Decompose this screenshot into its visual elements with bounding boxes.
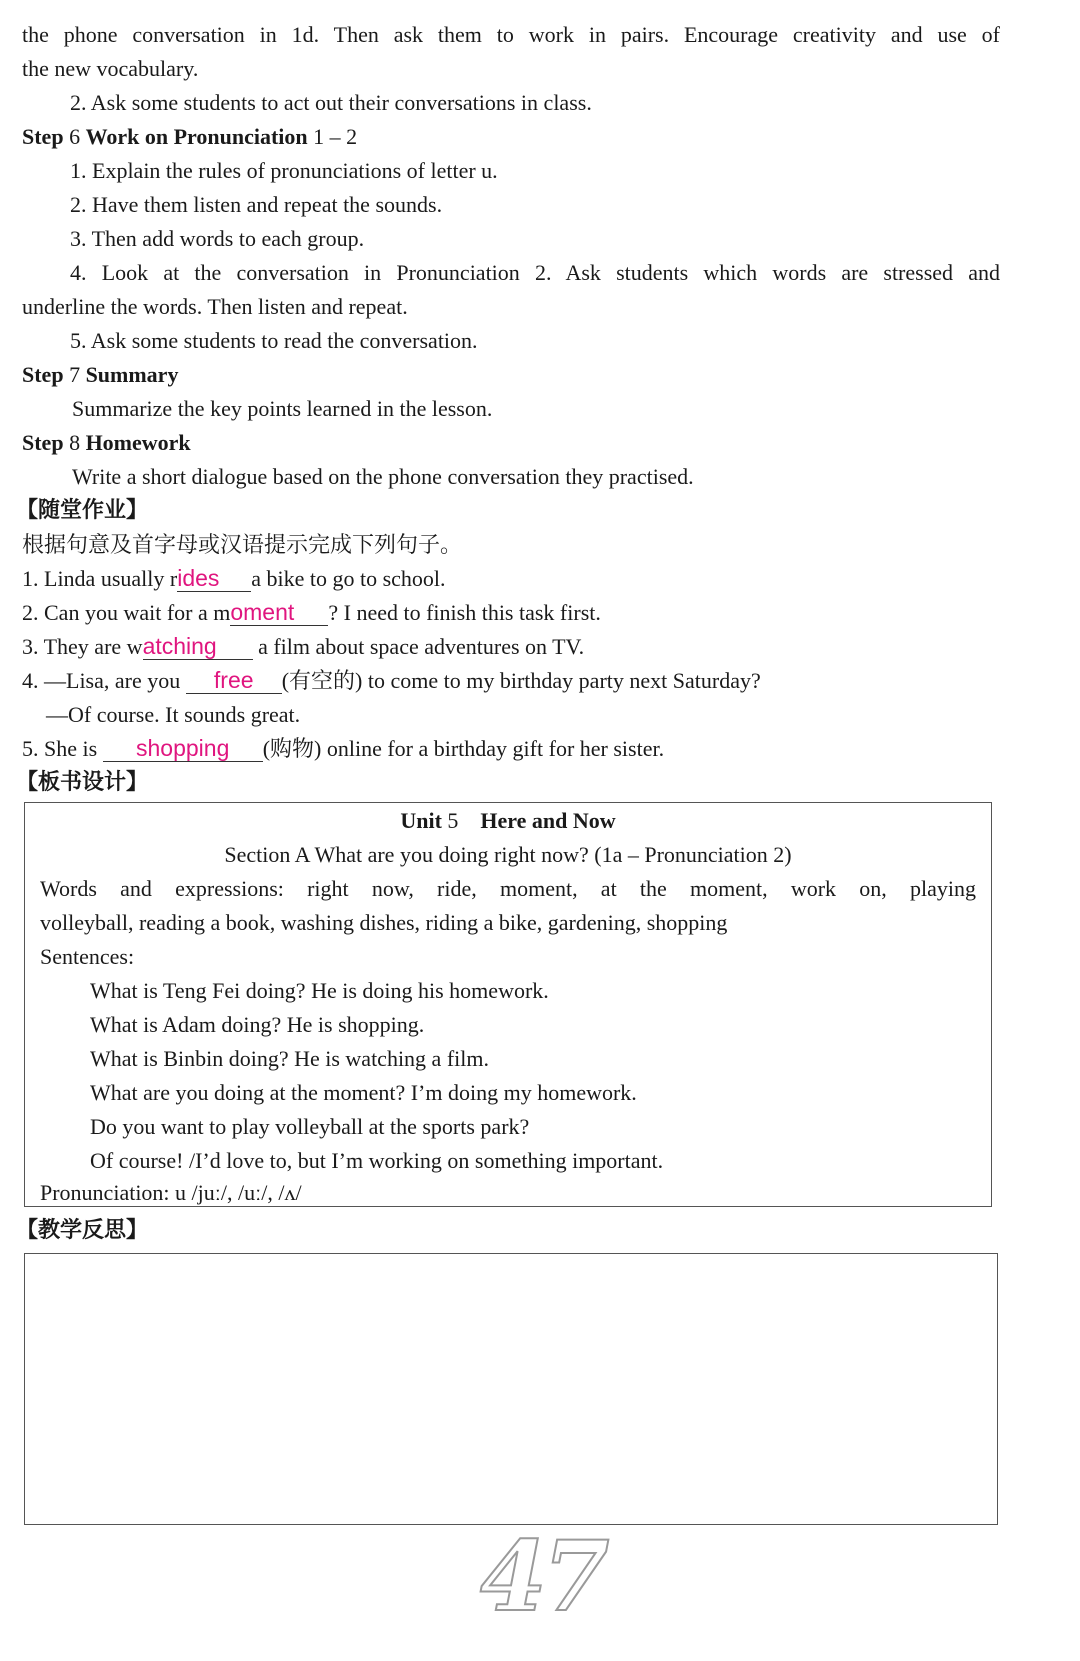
intro-item-2: 2. Ask some students to act out their conversations in class.: [70, 90, 592, 115]
page-number: 47: [480, 1520, 606, 1633]
board-heading: 【板书设计】: [16, 770, 149, 795]
board-unit-num: 5: [441, 808, 459, 833]
board-words-line-1: Words and expressions: right now, ride, moment, at the moment, work on, playing: [40, 876, 976, 901]
step6-item-1: 1. Explain the rules of pronunciations of letter u.: [70, 158, 498, 183]
board-sentence-3: What is Binbin doing? He is watching a film.: [90, 1046, 489, 1071]
board-pronunciation: Pronunciation: u /juː/, /uː/, /ʌ/: [40, 1180, 302, 1205]
exercise-q3: [22, 632, 584, 662]
step8-heading: [22, 428, 191, 458]
board-unit-title: [24, 806, 992, 836]
q4-reply: —Of course. It sounds great.: [46, 702, 301, 727]
exercise-q1: [22, 564, 446, 594]
step6-item-4: 4. Look at the conversation in Pronunciation 2. Ask students which words are stressed and: [70, 260, 1000, 285]
exercise-heading: 【随堂作业】: [16, 498, 149, 523]
step6-num: 6: [63, 124, 86, 149]
q3-answer: atching: [143, 633, 253, 660]
q3-after: a film about space adventures on TV.: [252, 634, 585, 659]
step6-label: Step: [22, 124, 64, 149]
board-sentences-label: Sentences:: [40, 944, 135, 969]
step8-label: Step: [22, 430, 64, 455]
step7-text: Summarize the key points learned in the lesson.: [72, 396, 493, 421]
q1-answer: ides: [177, 565, 251, 592]
step8-num: 8: [63, 430, 86, 455]
board-sentence-5: Do you want to play volleyball at the sports park?: [90, 1114, 530, 1139]
step6-item-2: 2. Have them listen and repeat the sounds.: [70, 192, 443, 217]
step8-text: Write a short dialogue based on the phone conversation they practised.: [72, 464, 694, 489]
step6-item-4-cont: underline the words. Then listen and repeat.: [22, 294, 408, 319]
step7-title: Summary: [85, 362, 179, 387]
q1-before: 1. Linda usually r: [22, 566, 178, 591]
board-sentence-4: What are you doing at the moment? I’m doing my homework.: [90, 1080, 637, 1105]
q5-before: 5. She is: [22, 736, 103, 761]
step7-num: 7: [63, 362, 86, 387]
board-words-line-2: volleyball, reading a book, washing dishes, riding a bike, gardening, shopping: [40, 910, 728, 935]
exercise-q5: [22, 734, 664, 764]
step8-title: Homework: [85, 430, 191, 455]
board-sentence-6: Of course! /I’d love to, but I’m working on something important.: [90, 1148, 664, 1173]
step6-item-3: 3. Then add words to each group.: [70, 226, 365, 251]
board-unit-name: Here and Now: [480, 808, 616, 833]
board-unit-label: Unit: [400, 808, 442, 833]
q5-after: (购物) online for a birthday gift for her sister.: [262, 736, 665, 761]
q2-answer: oment: [230, 599, 328, 626]
q4-before: 4. —Lisa, are you: [22, 668, 186, 693]
intro-line-2: the new vocabulary.: [22, 56, 199, 81]
q3-before: 3. They are w: [22, 634, 143, 659]
exercise-q4: [22, 666, 761, 696]
q4-after: (有空的) to come to my birthday party next Saturday?: [281, 668, 761, 693]
reflection-box: [24, 1253, 998, 1525]
q4-answer: free: [186, 667, 282, 694]
step6-heading: [22, 122, 357, 152]
intro-line-1: the phone conversation in 1d. Then ask them to work in pairs. Encourage creativity and use of: [22, 22, 1000, 47]
board-sentence-2: What is Adam doing? He is shopping.: [90, 1012, 425, 1037]
q1-after: a bike to go to school.: [251, 566, 446, 591]
board-sentence-1: What is Teng Fei doing? He is doing his homework.: [90, 978, 549, 1003]
q2-before: 2. Can you wait for a m: [22, 600, 231, 625]
reflection-heading: 【教学反思】: [16, 1218, 149, 1243]
q2-after: ? I need to finish this task first.: [328, 600, 601, 625]
q5-answer: shopping: [103, 735, 263, 762]
step6-range: 1 – 2: [307, 124, 358, 149]
step7-heading: [22, 360, 178, 390]
step6-item-5: 5. Ask some students to read the conversation.: [70, 328, 478, 353]
exercise-q2: [22, 598, 601, 628]
exercise-instruction: 根据句意及首字母或汉语提示完成下列句子。: [22, 532, 463, 557]
step6-title: Work on Pronunciation: [85, 124, 308, 149]
step7-label: Step: [22, 362, 64, 387]
board-section: Section A What are you doing right now? (1a – Pronunciation 2): [224, 842, 792, 867]
